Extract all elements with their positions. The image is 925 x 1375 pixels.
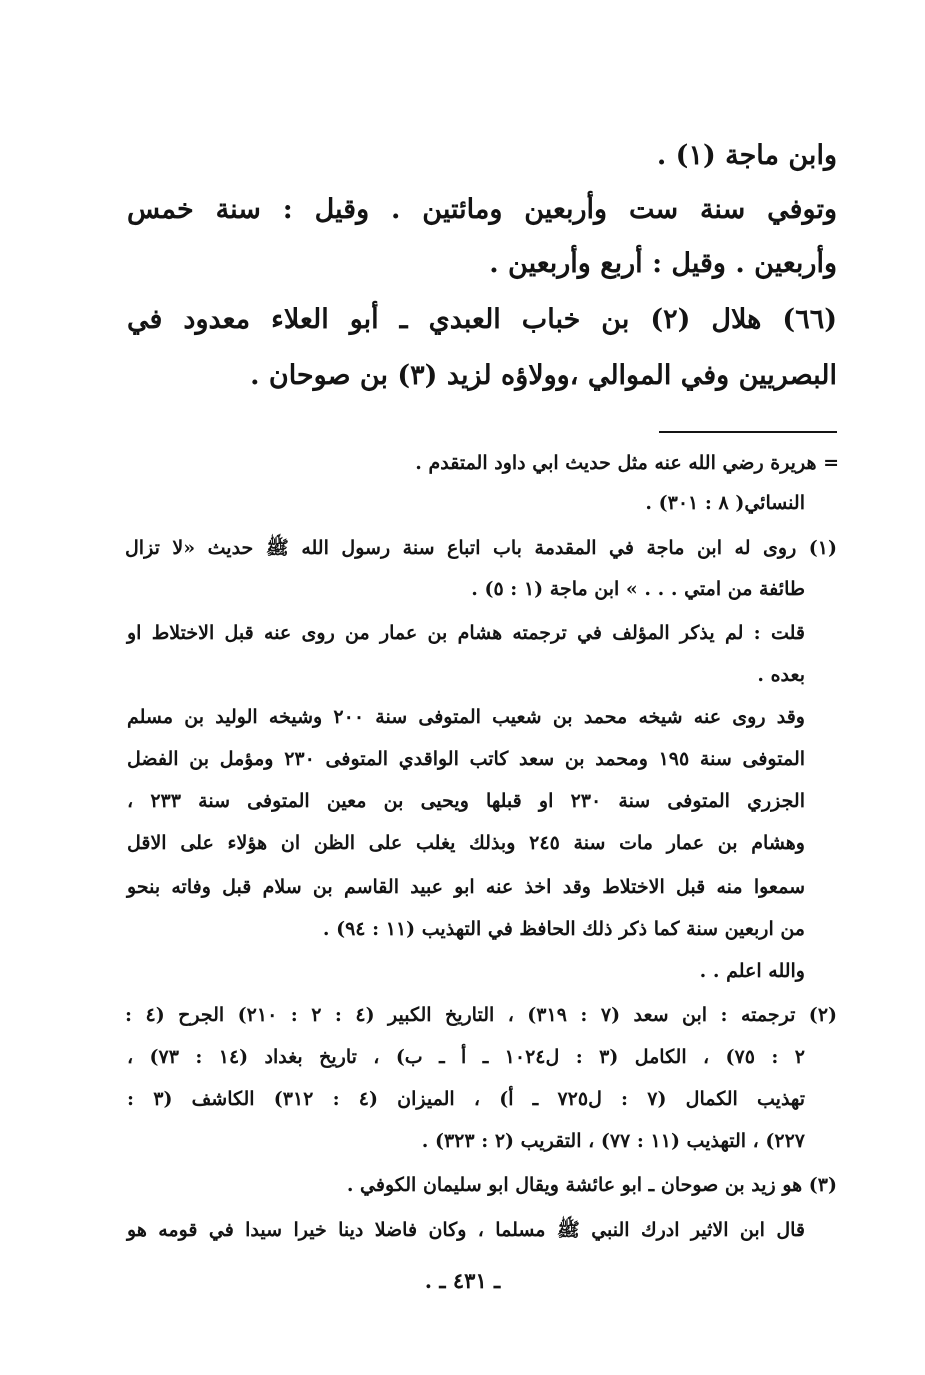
- footnote-2: (٢) ترجمته : ابن سعد (٧ : ٣١٩) ، التاريخ الكبير (٤ : ٢ : ٢١٠) الجرح (٤ :: [125, 1004, 838, 1026]
- footnote-separator: [659, 431, 837, 433]
- footnote-1: بعده .: [757, 664, 805, 686]
- footnote-1: والله اعلم . .: [699, 960, 805, 982]
- footnote-3: (٣) هو زيد بن صوحان ـ ابو عائشة ويقال ابو سليمان الكوفي .: [346, 1174, 837, 1196]
- main-text-line: وابن ماجة (١) .: [656, 140, 837, 171]
- main-text-line: وتوفي سنة ست وأربعين ومائتين . وقيل : سنة خمس: [127, 194, 837, 225]
- footnote-1: (١) روى له ابن ماجة في المقدمة باب اتباع سنة رسول الله ﷺ حديث «لا تزال: [125, 537, 837, 559]
- main-text-line: وأربعين . وقيل : أربع وأربعين .: [489, 248, 837, 279]
- footnote-2: ٢ : ٧٥) ، الكامل (٣ : ل١٠٢٤ ـ أ ـ ب) ، تاريخ بغداد (١٤ : ٧٣) ،: [127, 1046, 805, 1068]
- entry-heading-line: (٦٦) هلال (٢) بن خباب العبدي ـ أبو العلاء معدود في: [127, 304, 837, 335]
- footnote-1: طائفة من امتي . . . » ابن ماجة (١ : ٥) .: [471, 578, 805, 600]
- footnote-2: تهذيب الكمال (٧ : ل٧٢٥ ـ أ) ، الميزان (٤ : ٣١٢) الكاشف (٣ :: [127, 1088, 805, 1110]
- footnote-1: المتوفى سنة ١٩٥ ومحمد بن سعد كاتب الواقدي المتوفى ٢٣٠ ومؤمل بن الفضل: [127, 748, 806, 770]
- footnote-1: الجزري المتوفى سنة ٢٣٠ او قبلها ويحيى بن معين المتوفى سنة ٢٣٣ ،: [127, 790, 805, 812]
- footnote-1: وقد روى عنه شيخه محمد بن شعيب المتوفى سنة ٢٠٠ وشيخه الوليد بن مسلم: [127, 706, 805, 728]
- main-text-line: البصريين وفي الموالي ،وولاؤه لزيد (٣) بن صوحان .: [250, 360, 837, 391]
- page-number: ـ ٤٣١ ـ .: [424, 1268, 501, 1293]
- footnote-3: قال ابن الاثير ادرك النبي ﷺ مسلما ، وكان فاضلا دينا خيرا سيدا في قومه هو: [127, 1219, 805, 1241]
- footnote-1: قلت : لم يذكر المؤلف في ترجمته هشام بن عمار من روى عنه قبل الاختلاط او: [127, 622, 805, 644]
- footnote-continuation: النسائي( ٨ : ٣٠١) .: [645, 492, 805, 514]
- footnote-2: ٢٢٧) ، التهذيب (١١ : ٧٧) ، التقريب (٢ : ٣٢٣) .: [421, 1130, 805, 1152]
- footnote-1: وهشام بن عمار مات سنة ٢٤٥ وبذلك يغلب على الظن ان هؤلاء على الاقل: [127, 832, 805, 854]
- footnote-1: سمعوا منه قبل الاختلاط وقد اخذ عنه ابو عبيد القاسم بن سلام قبل وفاته بنحو: [127, 876, 805, 898]
- footnote-1: من اربعين سنة كما ذكر ذلك الحافظ في التهذيب (١١ : ٩٤) .: [322, 918, 805, 940]
- footnote-continuation: = هريرة رضي الله عنه مثل حديث ابي داود المتقدم .: [415, 452, 839, 474]
